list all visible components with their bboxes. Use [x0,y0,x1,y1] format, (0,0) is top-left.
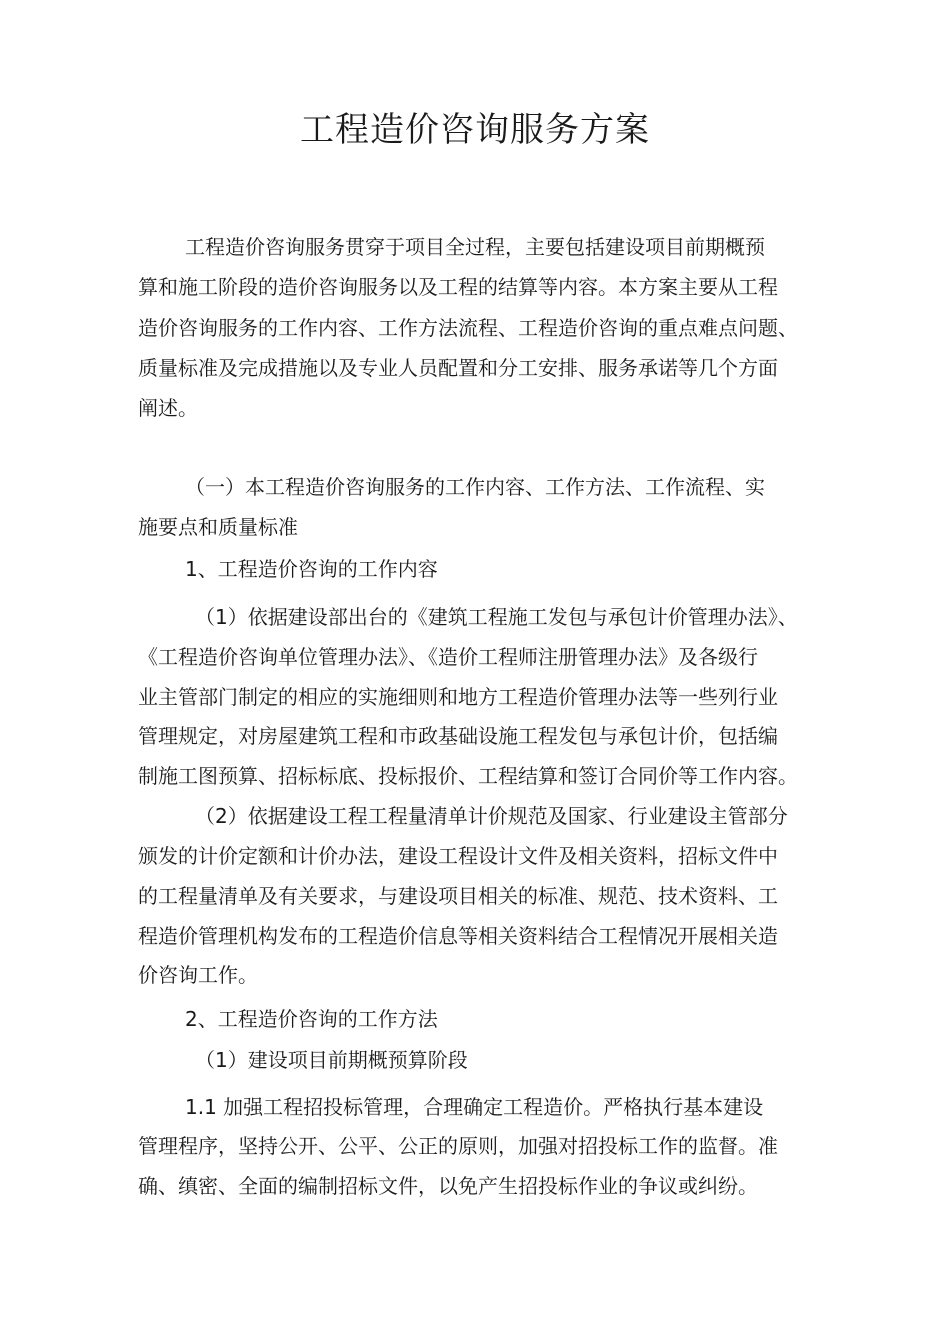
item1-line-4: 管理规定，对房屋建筑工程和市政基础设施工程发包与承包计价，包括编 [138,724,778,748]
item2-line-3: 的工程量清单及有关要求，与建设项目相关的标准、规范、技术资料、工 [138,884,778,908]
item1-line-2: 《工程造价咨询单位管理办法》、《造价工程师注册管理办法》及各级行 [138,645,758,669]
para-1-1-line-1: 1.1 加强工程招投标管理，合理确定工程造价。严格执行基本建设 [185,1095,764,1119]
item2-line-4: 程造价管理机构发布的工程造价信息等相关资料结合工程情况开展相关造 [138,924,778,948]
item1-line-1: （1）依据建设部出台的《建筑工程施工发包与承包计价管理办法》、 [195,605,798,629]
intro-line-1: 工程造价咨询服务贯穿于项目全过程，主要包括建设项目前期概预 [185,235,765,259]
intro-line-2: 算和施工阶段的造价咨询服务以及工程的结算等内容。本方案主要从工程 [138,275,778,299]
para-1-1-line-2: 管理程序，坚持公开、公平、公正的原则，加强对招投标工作的监督。准 [138,1134,778,1158]
item2-line-1: （2）依据建设工程工程量清单计价规范及国家、行业建设主管部分 [195,804,788,828]
sub2-item1: （1）建设项目前期概预算阶段 [195,1048,468,1072]
section1-heading-line-2: 施要点和质量标准 [138,515,298,539]
document-title: 工程造价咨询服务方案 [300,110,650,150]
item1-line-3: 业主管部门制定的相应的实施细则和地方工程造价管理办法等一些列行业 [138,685,778,709]
item2-line-5: 价咨询工作。 [138,963,258,987]
para-1-1-line-3: 确、缜密、全面的编制招标文件，以免产生招投标作业的争议或纠纷。 [138,1174,758,1198]
sub2-heading: 2、工程造价咨询的工作方法 [185,1007,438,1031]
intro-line-3: 造价咨询服务的工作内容、工作方法流程、工程造价咨询的重点难点问题、 [138,316,798,340]
sub1-heading: 1、工程造价咨询的工作内容 [185,557,438,581]
intro-line-5: 阐述。 [138,396,198,420]
section1-heading-line-1: （一）本工程造价咨询服务的工作内容、工作方法、工作流程、实 [185,475,765,499]
item1-line-5: 制施工图预算、招标标底、投标报价、工程结算和签订合同价等工作内容。 [138,764,798,788]
item2-line-2: 颁发的计价定额和计价办法，建设工程设计文件及相关资料，招标文件中 [138,844,778,868]
intro-line-4: 质量标准及完成措施以及专业人员配置和分工安排、服务承诺等几个方面 [138,356,778,380]
